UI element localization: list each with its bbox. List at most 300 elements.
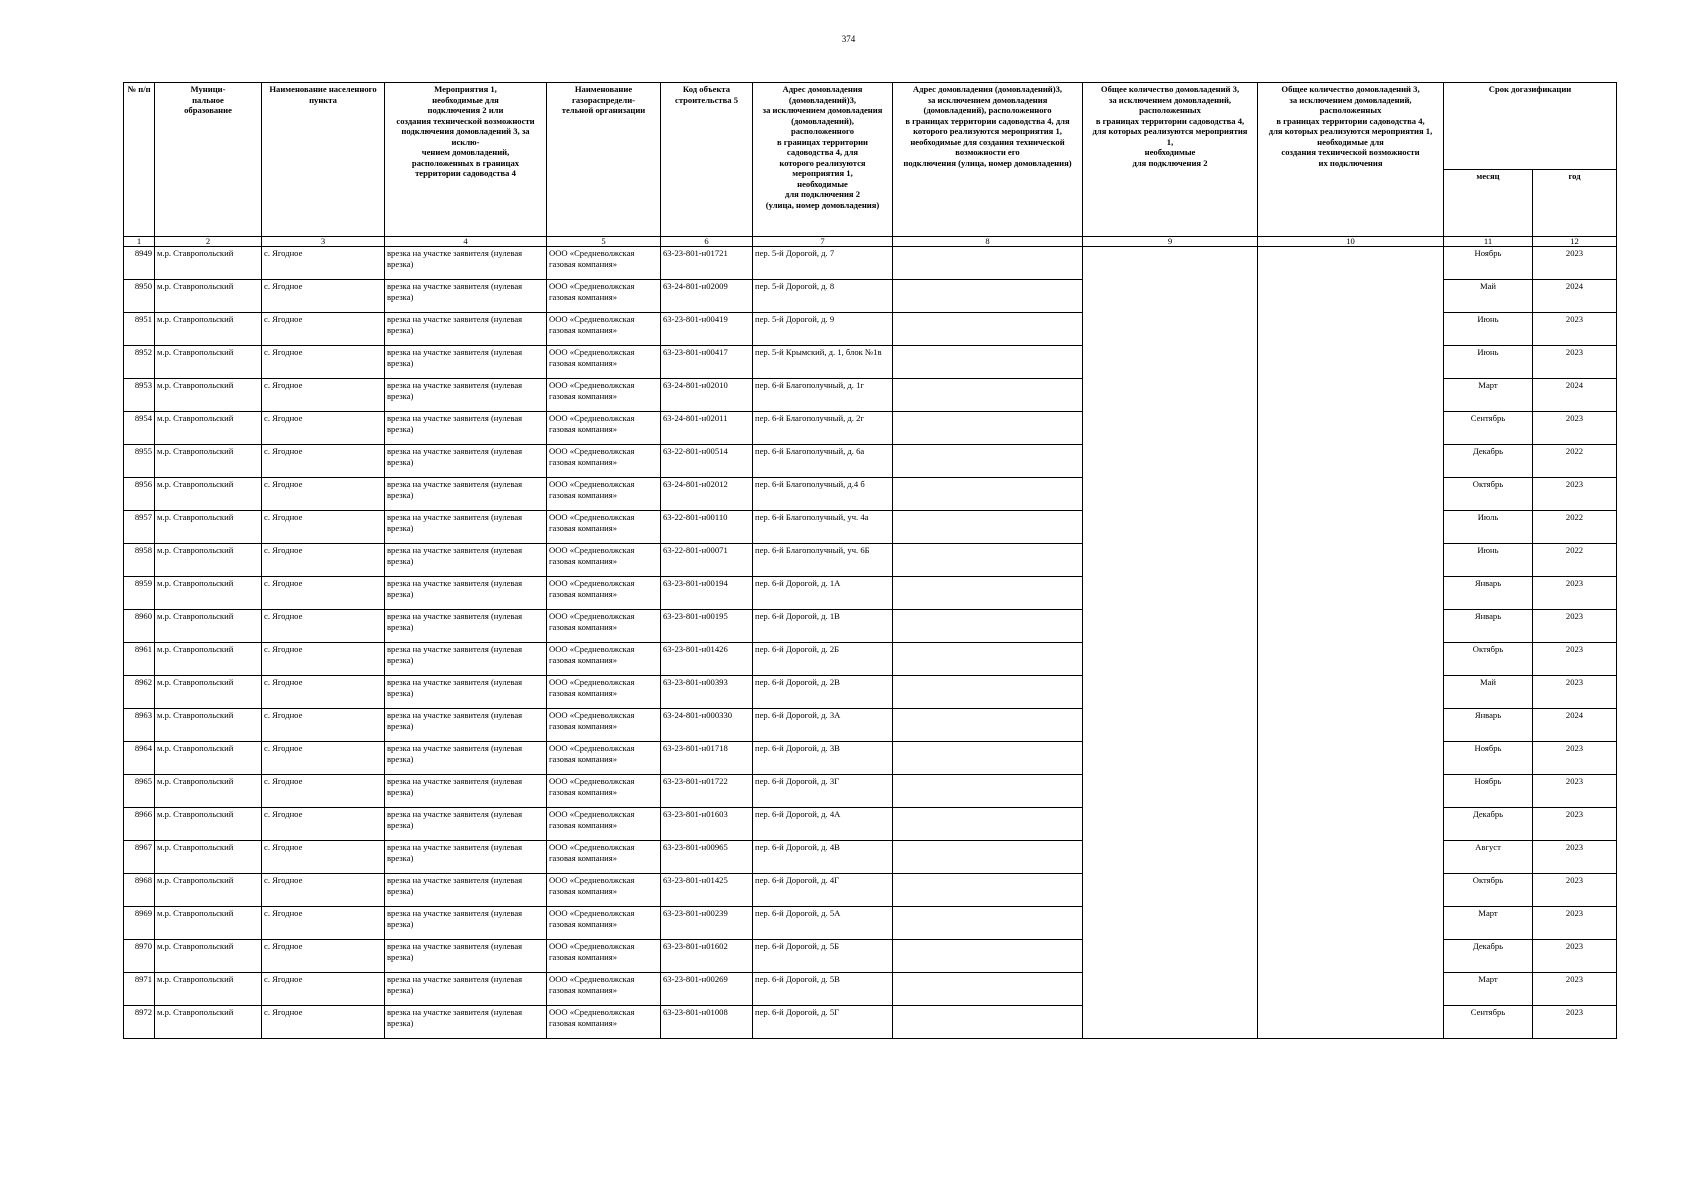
row-count-technical: [1258, 544, 1444, 577]
header-number: № п/п: [124, 83, 155, 237]
row-address: пер. 6-й Благополучный, д. 6а: [753, 445, 893, 478]
row-measure: врезка на участке заявителя (нулевая врезка): [385, 643, 547, 676]
row-settlement: с. Ягодное: [262, 280, 385, 313]
row-count-technical: [1258, 511, 1444, 544]
row-municipality: м.р. Ставропольский: [155, 511, 262, 544]
row-count-connection: [1083, 511, 1258, 544]
row-number: 8960: [124, 610, 155, 643]
column-index-cell: 11: [1444, 237, 1533, 247]
row-organization: ООО «Средневолжская газовая компания»: [547, 973, 661, 1006]
row-address-technical: [893, 247, 1083, 280]
table-row: [124, 577, 1617, 610]
row-object-code: 63-23-801-н01425: [661, 874, 753, 907]
row-month: Январь: [1444, 709, 1533, 742]
row-settlement: с. Ягодное: [262, 379, 385, 412]
table-row: [124, 445, 1617, 478]
row-year: 2023: [1533, 742, 1617, 775]
row-month: Октябрь: [1444, 643, 1533, 676]
column-index-cell: 10: [1258, 237, 1444, 247]
row-month: Март: [1444, 379, 1533, 412]
row-address-technical: [893, 775, 1083, 808]
row-month: Ноябрь: [1444, 775, 1533, 808]
row-settlement: с. Ягодное: [262, 544, 385, 577]
row-year: 2023: [1533, 610, 1617, 643]
row-address-technical: [893, 280, 1083, 313]
row-address-technical: [893, 346, 1083, 379]
row-address-technical: [893, 676, 1083, 709]
row-municipality: м.р. Ставропольский: [155, 379, 262, 412]
row-object-code: 63-23-801-н01602: [661, 940, 753, 973]
row-count-connection: [1083, 973, 1258, 1006]
row-year: 2023: [1533, 676, 1617, 709]
row-year: 2023: [1533, 643, 1617, 676]
row-organization: ООО «Средневолжская газовая компания»: [547, 775, 661, 808]
row-year: 2023: [1533, 841, 1617, 874]
row-address: пер. 6-й Дорогой, д. 2Б: [753, 643, 893, 676]
row-organization: ООО «Средневолжская газовая компания»: [547, 379, 661, 412]
row-municipality: м.р. Ставропольский: [155, 808, 262, 841]
row-number: 8965: [124, 775, 155, 808]
row-year: 2022: [1533, 511, 1617, 544]
header-measures: Мероприятия 1, необходимые для подключения 2 или создания технической возможности подключения домовладений 3, за исклю- чением домовладений, расположенных в границах территории садоводства 4: [385, 83, 547, 237]
row-address-technical: [893, 874, 1083, 907]
row-measure: врезка на участке заявителя (нулевая врезка): [385, 379, 547, 412]
row-count-technical: [1258, 247, 1444, 280]
row-organization: ООО «Средневолжская газовая компания»: [547, 676, 661, 709]
row-number: 8970: [124, 940, 155, 973]
header-deadline: Срок догазификации: [1444, 83, 1617, 170]
row-year: 2022: [1533, 544, 1617, 577]
row-measure: врезка на участке заявителя (нулевая врезка): [385, 313, 547, 346]
row-object-code: 63-23-801-н00195: [661, 610, 753, 643]
row-number: 8958: [124, 544, 155, 577]
column-index-cell: 4: [385, 237, 547, 247]
row-count-technical: [1258, 445, 1444, 478]
row-count-technical: [1258, 313, 1444, 346]
row-count-connection: [1083, 247, 1258, 280]
row-year: 2023: [1533, 478, 1617, 511]
row-month: Сентябрь: [1444, 412, 1533, 445]
table-row: [124, 478, 1617, 511]
row-count-technical: [1258, 940, 1444, 973]
row-object-code: 63-23-801-н00965: [661, 841, 753, 874]
row-year: 2023: [1533, 907, 1617, 940]
table-row: [124, 676, 1617, 709]
row-month: Март: [1444, 907, 1533, 940]
row-month: Октябрь: [1444, 478, 1533, 511]
row-organization: ООО «Средневолжская газовая компания»: [547, 544, 661, 577]
row-address-technical: [893, 412, 1083, 445]
row-count-technical: [1258, 742, 1444, 775]
row-settlement: с. Ягодное: [262, 445, 385, 478]
row-month: Декабрь: [1444, 445, 1533, 478]
row-settlement: с. Ягодное: [262, 511, 385, 544]
row-object-code: 63-22-801-н00071: [661, 544, 753, 577]
row-organization: ООО «Средневолжская газовая компания»: [547, 280, 661, 313]
row-number: 8951: [124, 313, 155, 346]
row-object-code: 63-24-801-н02009: [661, 280, 753, 313]
row-number: 8954: [124, 412, 155, 445]
row-municipality: м.р. Ставропольский: [155, 346, 262, 379]
row-count-connection: [1083, 841, 1258, 874]
row-address: пер. 6-й Дорогой, д. 4В: [753, 841, 893, 874]
row-count-connection: [1083, 1006, 1258, 1039]
row-municipality: м.р. Ставропольский: [155, 577, 262, 610]
row-address-technical: [893, 841, 1083, 874]
row-year: 2024: [1533, 379, 1617, 412]
row-number: 8957: [124, 511, 155, 544]
row-object-code: 63-23-801-н01603: [661, 808, 753, 841]
row-address: пер. 6-й Дорогой, д. 3В: [753, 742, 893, 775]
row-count-technical: [1258, 973, 1444, 1006]
row-measure: врезка на участке заявителя (нулевая врезка): [385, 808, 547, 841]
row-municipality: м.р. Ставропольский: [155, 742, 262, 775]
table-row: [124, 841, 1617, 874]
column-index-cell: 5: [547, 237, 661, 247]
row-municipality: м.р. Ставропольский: [155, 445, 262, 478]
row-municipality: м.р. Ставропольский: [155, 676, 262, 709]
row-count-technical: [1258, 709, 1444, 742]
row-address: пер. 6-й Дорогой, д. 1А: [753, 577, 893, 610]
row-address-technical: [893, 478, 1083, 511]
row-municipality: м.р. Ставропольский: [155, 313, 262, 346]
header-object-code: Код объекта строительства 5: [661, 83, 753, 237]
row-settlement: с. Ягодное: [262, 412, 385, 445]
row-year: 2023: [1533, 808, 1617, 841]
header-count-technical: Общее количество домовладений 3, за исключением домовладений, расположенных в границах территории садоводства 4, для которых реализуются мероприятия 1, необходимые для создания технической возможности их подключения: [1258, 83, 1444, 237]
row-measure: врезка на участке заявителя (нулевая врезка): [385, 610, 547, 643]
row-organization: ООО «Средневолжская газовая компания»: [547, 874, 661, 907]
row-object-code: 63-23-801-н01722: [661, 775, 753, 808]
row-settlement: с. Ягодное: [262, 907, 385, 940]
row-number: 8962: [124, 676, 155, 709]
row-municipality: м.р. Ставропольский: [155, 544, 262, 577]
row-number: 8955: [124, 445, 155, 478]
row-measure: врезка на участке заявителя (нулевая врезка): [385, 577, 547, 610]
row-year: 2023: [1533, 874, 1617, 907]
header-count-connection: Общее количество домовладений 3, за исключением домовладений, расположенных в границах территории садоводства 4, для которых реализуются мероприятия 1, необходимые для подключения 2: [1083, 83, 1258, 237]
row-settlement: с. Ягодное: [262, 742, 385, 775]
row-organization: ООО «Средневолжская газовая компания»: [547, 511, 661, 544]
row-address-technical: [893, 808, 1083, 841]
row-object-code: 63-23-801-н00194: [661, 577, 753, 610]
row-count-technical: [1258, 280, 1444, 313]
header-month: месяц: [1444, 170, 1533, 237]
row-year: 2023: [1533, 577, 1617, 610]
row-count-connection: [1083, 775, 1258, 808]
table-row: [124, 709, 1617, 742]
table-row: [124, 874, 1617, 907]
row-month: Декабрь: [1444, 940, 1533, 973]
row-organization: ООО «Средневолжская газовая компания»: [547, 808, 661, 841]
table-row: [124, 379, 1617, 412]
row-organization: ООО «Средневолжская газовая компания»: [547, 478, 661, 511]
row-measure: врезка на участке заявителя (нулевая врезка): [385, 775, 547, 808]
table-body: [124, 237, 1617, 1039]
row-count-connection: [1083, 478, 1258, 511]
column-index-cell: 7: [753, 237, 893, 247]
row-settlement: с. Ягодное: [262, 1006, 385, 1039]
table-row: [124, 1006, 1617, 1039]
row-month: Сентябрь: [1444, 1006, 1533, 1039]
row-count-technical: [1258, 379, 1444, 412]
row-number: 8969: [124, 907, 155, 940]
row-municipality: м.р. Ставропольский: [155, 610, 262, 643]
row-address-technical: [893, 973, 1083, 1006]
row-address-technical: [893, 907, 1083, 940]
row-count-connection: [1083, 907, 1258, 940]
row-settlement: с. Ягодное: [262, 478, 385, 511]
row-object-code: 63-23-801-н00393: [661, 676, 753, 709]
row-settlement: с. Ягодное: [262, 676, 385, 709]
row-settlement: с. Ягодное: [262, 247, 385, 280]
row-settlement: с. Ягодное: [262, 643, 385, 676]
row-organization: ООО «Средневолжская газовая компания»: [547, 940, 661, 973]
row-address: пер. 6-й Дорогой, д. 2В: [753, 676, 893, 709]
table-row: [124, 973, 1617, 1006]
row-count-technical: [1258, 874, 1444, 907]
row-settlement: с. Ягодное: [262, 346, 385, 379]
row-count-connection: [1083, 940, 1258, 973]
row-count-connection: [1083, 808, 1258, 841]
row-number: 8950: [124, 280, 155, 313]
row-year: 2023: [1533, 973, 1617, 1006]
row-object-code: 63-24-801-н02010: [661, 379, 753, 412]
row-settlement: с. Ягодное: [262, 841, 385, 874]
row-measure: врезка на участке заявителя (нулевая врезка): [385, 247, 547, 280]
table-row: [124, 775, 1617, 808]
column-index-cell: 1: [124, 237, 155, 247]
row-address: пер. 5-й Крымский, д. 1, блок №1в: [753, 346, 893, 379]
table-row: [124, 742, 1617, 775]
table-row: [124, 643, 1617, 676]
row-count-connection: [1083, 412, 1258, 445]
row-address-technical: [893, 379, 1083, 412]
row-settlement: с. Ягодное: [262, 940, 385, 973]
row-object-code: 63-23-801-н00239: [661, 907, 753, 940]
row-object-code: 63-23-801-н01718: [661, 742, 753, 775]
row-year: 2023: [1533, 940, 1617, 973]
row-measure: врезка на участке заявителя (нулевая врезка): [385, 676, 547, 709]
row-address: пер. 6-й Дорогой, д. 4А: [753, 808, 893, 841]
row-measure: врезка на участке заявителя (нулевая врезка): [385, 445, 547, 478]
row-number: 8972: [124, 1006, 155, 1039]
column-index-cell: 2: [155, 237, 262, 247]
row-settlement: с. Ягодное: [262, 610, 385, 643]
row-number: 8949: [124, 247, 155, 280]
row-organization: ООО «Средневолжская газовая компания»: [547, 346, 661, 379]
row-organization: ООО «Средневолжская газовая компания»: [547, 313, 661, 346]
row-month: Июнь: [1444, 313, 1533, 346]
row-address-technical: [893, 577, 1083, 610]
row-municipality: м.р. Ставропольский: [155, 841, 262, 874]
row-number: 8967: [124, 841, 155, 874]
row-settlement: с. Ягодное: [262, 808, 385, 841]
table-row: [124, 610, 1617, 643]
row-measure: врезка на участке заявителя (нулевая врезка): [385, 841, 547, 874]
header-year: год: [1533, 170, 1617, 237]
row-settlement: с. Ягодное: [262, 775, 385, 808]
row-count-technical: [1258, 775, 1444, 808]
row-count-connection: [1083, 709, 1258, 742]
row-number: 8953: [124, 379, 155, 412]
table-row: [124, 544, 1617, 577]
row-object-code: 63-23-801-н00419: [661, 313, 753, 346]
row-municipality: м.р. Ставропольский: [155, 709, 262, 742]
row-count-connection: [1083, 379, 1258, 412]
row-count-technical: [1258, 841, 1444, 874]
row-address: пер. 6-й Дорогой, д. 5А: [753, 907, 893, 940]
row-year: 2024: [1533, 280, 1617, 313]
row-measure: врезка на участке заявителя (нулевая врезка): [385, 940, 547, 973]
row-municipality: м.р. Ставропольский: [155, 907, 262, 940]
row-address-technical: [893, 709, 1083, 742]
row-address: пер. 5-й Дорогой, д. 9: [753, 313, 893, 346]
row-number: 8952: [124, 346, 155, 379]
row-organization: ООО «Средневолжская газовая компания»: [547, 709, 661, 742]
row-count-connection: [1083, 544, 1258, 577]
row-measure: врезка на участке заявителя (нулевая врезка): [385, 346, 547, 379]
row-address: пер. 6-й Дорогой, д. 5Б: [753, 940, 893, 973]
row-measure: врезка на участке заявителя (нулевая врезка): [385, 709, 547, 742]
row-settlement: с. Ягодное: [262, 973, 385, 1006]
gasification-table-wrap: [123, 82, 1616, 1039]
row-count-technical: [1258, 610, 1444, 643]
row-address: пер. 5-й Дорогой, д. 7: [753, 247, 893, 280]
row-month: Октябрь: [1444, 874, 1533, 907]
row-address: пер. 6-й Благополучный, д. 1г: [753, 379, 893, 412]
row-object-code: 63-23-801-н00417: [661, 346, 753, 379]
row-organization: ООО «Средневолжская газовая компания»: [547, 742, 661, 775]
row-address-technical: [893, 940, 1083, 973]
row-year: 2023: [1533, 313, 1617, 346]
row-municipality: м.р. Ставропольский: [155, 247, 262, 280]
column-index-cell: 12: [1533, 237, 1617, 247]
row-address: пер. 6-й Благополучный, уч. 4а: [753, 511, 893, 544]
page-number: 374: [841, 34, 856, 44]
row-count-connection: [1083, 874, 1258, 907]
row-address: пер. 5-й Дорогой, д. 8: [753, 280, 893, 313]
row-count-connection: [1083, 280, 1258, 313]
table-row: [124, 313, 1617, 346]
table-row: [124, 940, 1617, 973]
row-count-technical: [1258, 412, 1444, 445]
row-municipality: м.р. Ставропольский: [155, 412, 262, 445]
row-count-technical: [1258, 676, 1444, 709]
row-municipality: м.р. Ставропольский: [155, 1006, 262, 1039]
row-settlement: с. Ягодное: [262, 709, 385, 742]
table-row: [124, 511, 1617, 544]
row-organization: ООО «Средневолжская газовая компания»: [547, 247, 661, 280]
row-number: 8961: [124, 643, 155, 676]
row-municipality: м.р. Ставропольский: [155, 643, 262, 676]
row-month: Июнь: [1444, 544, 1533, 577]
header-address-connection: Адрес домовладения (домовладений)3, за исключением домовладения (домовладений), расположенного в границах территории садоводства 4, для которого реализуются мероприятия 1, необходимые для подключения 2 (улица, номер домовладения): [753, 83, 893, 237]
row-object-code: 63-23-801-н01426: [661, 643, 753, 676]
row-year: 2023: [1533, 1006, 1617, 1039]
row-year: 2023: [1533, 775, 1617, 808]
row-organization: ООО «Средневолжская газовая компания»: [547, 1006, 661, 1039]
row-measure: врезка на участке заявителя (нулевая врезка): [385, 280, 547, 313]
row-count-technical: [1258, 1006, 1444, 1039]
table-row: [124, 412, 1617, 445]
row-year: 2023: [1533, 346, 1617, 379]
row-count-technical: [1258, 643, 1444, 676]
row-settlement: с. Ягодное: [262, 874, 385, 907]
row-month: Декабрь: [1444, 808, 1533, 841]
row-address-technical: [893, 610, 1083, 643]
row-month: Ноябрь: [1444, 247, 1533, 280]
row-object-code: 63-24-801-н000330: [661, 709, 753, 742]
column-index-cell: 8: [893, 237, 1083, 247]
row-organization: ООО «Средневолжская газовая компания»: [547, 610, 661, 643]
row-count-technical: [1258, 346, 1444, 379]
row-municipality: м.р. Ставропольский: [155, 280, 262, 313]
row-object-code: 63-24-801-н02011: [661, 412, 753, 445]
row-number: 8968: [124, 874, 155, 907]
row-measure: врезка на участке заявителя (нулевая врезка): [385, 544, 547, 577]
row-count-technical: [1258, 808, 1444, 841]
row-organization: ООО «Средневолжская газовая компания»: [547, 445, 661, 478]
header-address-technical: Адрес домовладения (домовладений)3, за исключением домовладения (домовладений), расположенного в границах территории садоводства 4, для которого реализуются мероприятия 1, необходимые для создания технической возможности его подключения (улица, номер домовладения): [893, 83, 1083, 237]
row-count-connection: [1083, 610, 1258, 643]
row-address: пер. 6-й Дорогой, д. 5Г: [753, 1006, 893, 1039]
header-municipality: Муници- пальное образование: [155, 83, 262, 237]
row-address-technical: [893, 1006, 1083, 1039]
row-address-technical: [893, 742, 1083, 775]
row-month: Май: [1444, 676, 1533, 709]
table-row: [124, 346, 1617, 379]
row-organization: ООО «Средневолжская газовая компания»: [547, 412, 661, 445]
row-number: 8971: [124, 973, 155, 1006]
row-address: пер. 6-й Дорогой, д. 1В: [753, 610, 893, 643]
row-municipality: м.р. Ставропольский: [155, 478, 262, 511]
row-number: 8964: [124, 742, 155, 775]
row-address: пер. 6-й Благополучный, д.4 б: [753, 478, 893, 511]
row-year: 2023: [1533, 412, 1617, 445]
row-settlement: с. Ягодное: [262, 577, 385, 610]
table-row: [124, 247, 1617, 280]
row-address: пер. 6-й Дорогой, д. 3А: [753, 709, 893, 742]
row-municipality: м.р. Ставропольский: [155, 940, 262, 973]
row-municipality: м.р. Ставропольский: [155, 973, 262, 1006]
row-address: пер. 6-й Благополучный, д. 2г: [753, 412, 893, 445]
row-number: 8956: [124, 478, 155, 511]
header-row: [124, 83, 1617, 170]
row-count-connection: [1083, 742, 1258, 775]
row-measure: врезка на участке заявителя (нулевая врезка): [385, 907, 547, 940]
row-month: Январь: [1444, 577, 1533, 610]
row-organization: ООО «Средневолжская газовая компания»: [547, 841, 661, 874]
row-number: 8963: [124, 709, 155, 742]
table-row: [124, 280, 1617, 313]
row-count-technical: [1258, 478, 1444, 511]
row-count-connection: [1083, 445, 1258, 478]
row-measure: врезка на участке заявителя (нулевая врезка): [385, 973, 547, 1006]
table-row: [124, 907, 1617, 940]
row-month: Январь: [1444, 610, 1533, 643]
table-row: [124, 808, 1617, 841]
row-month: Июнь: [1444, 346, 1533, 379]
row-object-code: 63-23-801-н01721: [661, 247, 753, 280]
row-month: Март: [1444, 973, 1533, 1006]
column-index-row: [124, 237, 1617, 247]
row-organization: ООО «Средневолжская газовая компания»: [547, 643, 661, 676]
row-count-connection: [1083, 313, 1258, 346]
row-municipality: м.р. Ставропольский: [155, 874, 262, 907]
column-index-cell: 6: [661, 237, 753, 247]
row-measure: врезка на участке заявителя (нулевая врезка): [385, 511, 547, 544]
